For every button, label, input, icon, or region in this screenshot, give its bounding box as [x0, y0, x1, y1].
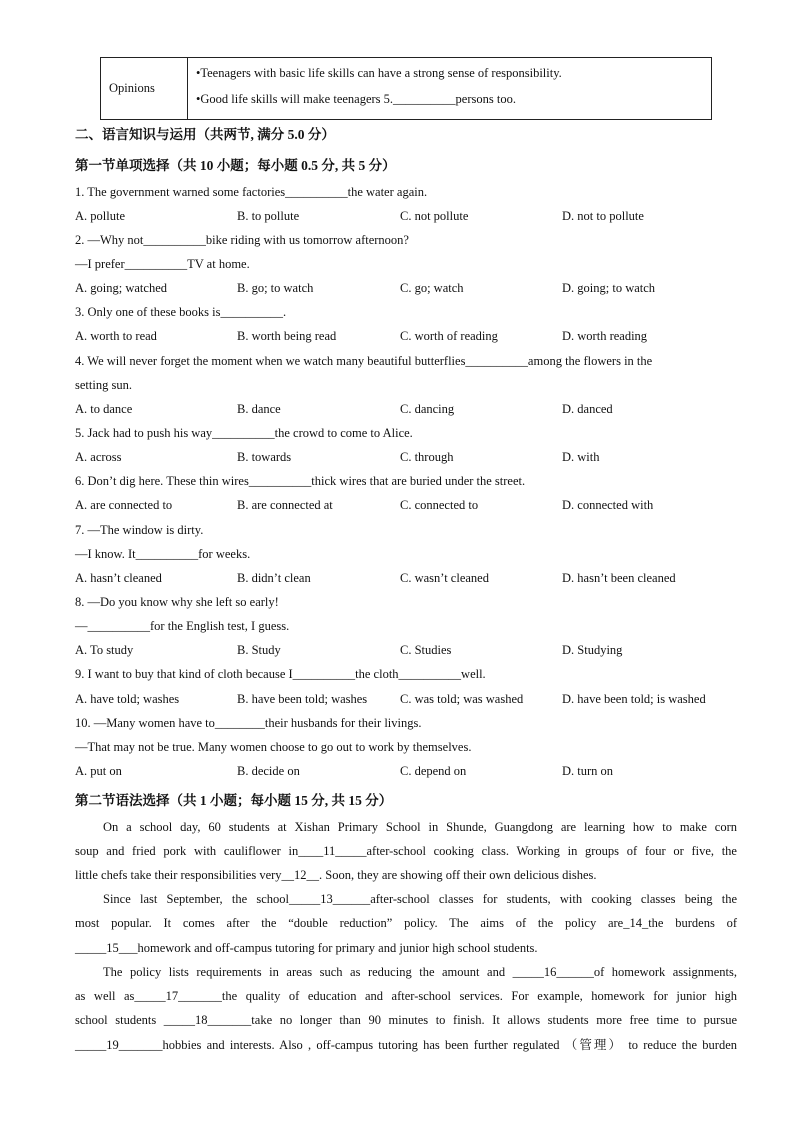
table-label: Opinions [101, 58, 188, 119]
option-c: C. go; watch [400, 281, 464, 295]
question-3-stem: 3. Only one of these books is__________. [75, 305, 287, 319]
table-body [188, 58, 711, 119]
question-3-options [75, 328, 755, 344]
option-a: A. worth to read [75, 329, 157, 343]
option-c: C. Studies [400, 643, 452, 657]
passage-line: most popular. It comes after the “double reduction” policy. The aims of the policy are_14_the burdens of [75, 916, 737, 930]
question-4-stem: 4. We will never forget the moment when we watch many beautiful butterflies__________among the flowers in the [75, 354, 653, 368]
option-d: D. Studying [562, 643, 623, 657]
option-b: B. Study [237, 643, 281, 657]
option-b: B. are connected at [237, 498, 333, 512]
option-a: A. are connected to [75, 498, 173, 512]
option-b: B. didn’t clean [237, 571, 311, 585]
option-d: D. connected with [562, 498, 654, 512]
option-b: B. to pollute [237, 209, 300, 223]
question-7-stem: 7. —The window is dirty. [75, 523, 204, 537]
passage-line: Since last September, the school_____13______after-school classes for students, with cooking classes being the [103, 892, 737, 906]
option-a: A. to dance [75, 402, 133, 416]
option-a: A. To study [75, 643, 134, 657]
option-c: C. through [400, 450, 454, 464]
option-b: B. towards [237, 450, 292, 464]
option-c: C. worth of reading [400, 329, 498, 343]
option-d: D. hasn’t been cleaned [562, 571, 676, 585]
option-a: A. have told; washes [75, 692, 180, 706]
question-2-options [75, 280, 755, 296]
option-a: A. hasn’t cleaned [75, 571, 162, 585]
option-c: C. not pollute [400, 209, 469, 223]
passage-line: as well as_____17_______the quality of education and after-school services. For example, homework for junior high [75, 989, 737, 1003]
passage-line: soup and fried pork with cauliflower in____11_____after-school cooking class. Working in groups of four or five, the [75, 844, 737, 858]
question-10-stem-2: —That may not be true. Many women choose to go out to work by themselves. [75, 740, 472, 754]
passage-line: The policy lists requirements in areas such as reducing the amount and _____16______of homework assignments, [103, 965, 737, 979]
question-6-options [75, 497, 755, 513]
option-a: A. across [75, 450, 122, 464]
question-1-options [75, 208, 755, 224]
part1-title: 第一节单项选择（共 10 小题；每小题 0.5 分, 共 5 分） [75, 158, 396, 173]
table-row: •Teenagers with basic life skills can have a strong sense of responsibility. [196, 66, 562, 80]
question-8-options [75, 642, 755, 658]
question-6-stem: 6. Don’t dig here. These thin wires__________thick wires that are buried under the street. [75, 474, 526, 488]
option-a: A. pollute [75, 209, 125, 223]
passage-line: _____19_______hobbies and interests. Also , off-campus tutoring has been further regulated （管理） to reduce the burden [75, 1038, 737, 1052]
question-7-stem-2: —I know. It__________for weeks. [75, 547, 251, 561]
question-2-stem: 2. —Why not__________bike riding with us tomorrow afternoon? [75, 233, 409, 247]
question-5-options [75, 449, 755, 465]
part2-title: 第二节语法选择（共 1 小题；每小题 15 分, 共 15 分） [75, 793, 393, 808]
section-title: 二、语言知识与运用（共两节, 满分 5.0 分） [75, 127, 335, 142]
option-b: B. worth being read [237, 329, 337, 343]
option-b: B. dance [237, 402, 281, 416]
question-4-stem-2: setting sun. [75, 378, 132, 392]
option-c: C. wasn’t cleaned [400, 571, 489, 585]
option-d: D. turn on [562, 764, 614, 778]
option-c: C. was told; was washed [400, 692, 524, 706]
question-8-stem-2: —__________for the English test, I guess. [75, 619, 290, 633]
option-d: D. not to pollute [562, 209, 644, 223]
table-row: •Good life skills will make teenagers 5.__________persons too. [196, 92, 516, 106]
question-1-stem: 1. The government warned some factories__________the water again. [75, 185, 428, 199]
passage-line: _____15___homework and off-campus tutoring for primary and junior high school students. [75, 941, 538, 955]
question-5-stem: 5. Jack had to push his way__________the crowd to come to Alice. [75, 426, 413, 440]
option-d: D. worth reading [562, 329, 648, 343]
option-d: D. danced [562, 402, 613, 416]
passage-line: little chefs take their responsibilities very__12__. Soon, they are showing off their own delicious dishes. [75, 868, 597, 882]
option-d: D. going; to watch [562, 281, 656, 295]
question-10-options [75, 763, 755, 779]
question-10-stem: 10. —Many women have to________their husbands for their livings. [75, 716, 422, 730]
option-c: C. depend on [400, 764, 467, 778]
option-b: B. have been told; washes [237, 692, 368, 706]
question-4-options [75, 401, 755, 417]
option-c: C. connected to [400, 498, 479, 512]
question-8-stem: 8. —Do you know why she left so early! [75, 595, 279, 609]
question-7-options [75, 570, 755, 586]
option-c: C. dancing [400, 402, 455, 416]
opinions-table [100, 57, 712, 120]
question-9-options [75, 691, 755, 707]
question-9-stem: 9. I want to buy that kind of cloth because I__________the cloth__________well. [75, 667, 486, 681]
option-d: D. have been told; is washed [562, 692, 706, 706]
passage-line: On a school day, 60 students at Xishan Primary School in Shunde, Guangdong are learning how to make corn [103, 820, 737, 834]
option-d: D. with [562, 450, 600, 464]
option-a: A. going; watched [75, 281, 167, 295]
option-a: A. put on [75, 764, 122, 778]
passage-line: school students _____18_______take no longer than 90 minutes to finish. It allows students more free time to pursue [75, 1013, 737, 1027]
option-b: B. decide on [237, 764, 300, 778]
option-b: B. go; to watch [237, 281, 314, 295]
question-2-stem-2: —I prefer__________TV at home. [75, 257, 250, 271]
